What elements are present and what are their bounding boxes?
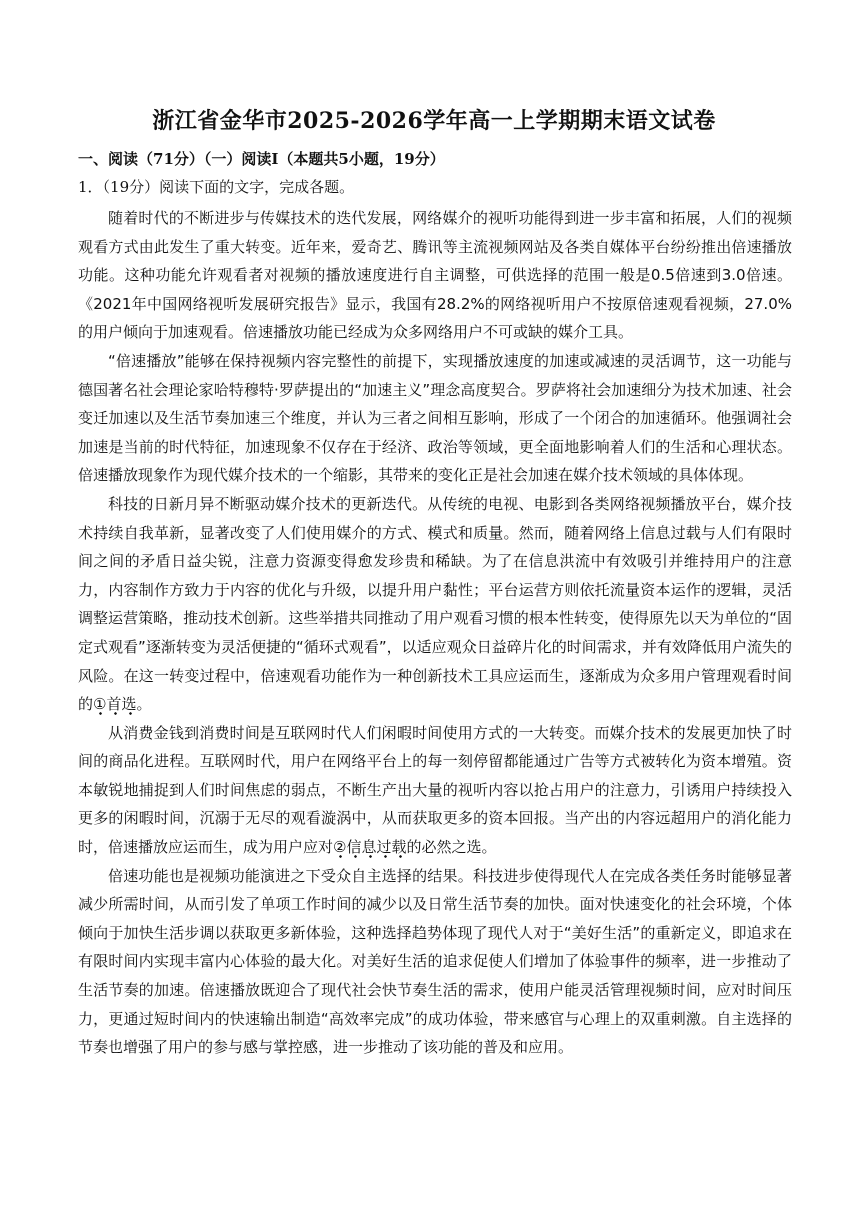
question-intro: 1．（19分）阅读下面的文字，完成各题。 — [78, 178, 355, 196]
section-heading: 一、阅读（71分）（一）阅读Ⅰ（本题共5小题，19分） — [78, 150, 445, 168]
paragraph-3-text: 科技的日新月异不断驱动媒介技术的更新迭代。从传统的电视、电影到各类网络视频播放平台，媒介技术持续自我革新，显著改变了人们使用媒介的方式、模式和质量。然而，随着网络上信息过载与人们有限时间之间的矛盾日益尖锐，注意力资源变得愈发珍贵和稀缺。为了在信息洪流中有效吸引并维持用户的注意力，内容制作方致力于内容的优化与升级，以提升用户黏性；平台运营方则依托流量资本运作的逻辑，灵活调整运营策略，推动技术创新。这些举措共同推动了用户观看习惯的根本性转变，使得原先以天为单位的“固定式观看”逐渐转变为灵活便捷的“循环式观看”，以适应观众日益碎片化的时间需求，并有效降低用户流失的风险。在这一转变过程中，倍速观看功能作为一种创新技术工具应运而生，逐渐成为众多用户管理观看时间的 — [78, 494, 792, 714]
marked-term-1: ①首选 — [93, 695, 136, 716]
paragraph-3-end: 。 — [136, 695, 152, 714]
paragraph-2: “倍速播放”能够在保持视频内容完整性的前提下，实现播放速度的加速或减速的灵活调节，这一功能与德国著名社会理论家哈特穆特·罗萨提出的“加速主义”理念高度契合。罗萨将社会加速细分为技术加速、社会变迁加速以及生活节奏加速三个维度，并认为三者之间相互影响，形成了一个闭合的加速循环。他强调社会加速是当前的时代特征，加速现象不仅存在于经济、政治等领域，更全面地影响着人们的生活和心理状态。倍速播放现象作为现代媒介技术的一个缩影，其带来的变化正是社会加速在媒介技术领域的具体体现。 — [78, 351, 792, 485]
marked-term-2: ②信息过载 — [333, 838, 406, 859]
paragraph-3 — [78, 490, 792, 719]
exam-title: 浙江省金华市2025-2026学年高一上学期期末语文试卷 — [152, 108, 716, 134]
paragraph-1: 随着时代的不断进步与传媒技术的迭代发展，网络媒介的视听功能得到进一步丰富和拓展，人们的视频观看方式由此发生了重大转变。近年来，爱奇艺、腾讯等主流视频网站及各类自媒体平台纷纷推出倍速播放功能。这种功能允许观看者对视频的播放速度进行自主调整，可供选择的范围一般是0.5倍速到3.0倍速。《2021年中国网络视听发展研究报告》显示，我国有28.2%的网络视听用户不按原倍速观看视频，27.0%的用户倾向于加速观看。倍速播放功能已经成为众多网络用户不可或缺的媒介工具。 — [78, 209, 792, 342]
paragraph-4-text: 从消费金钱到消费时间是互联网时代人们闲暇时间使用方式的一大转变。而媒介技术的发展更加快了时间的商品化进程。互联网时代，用户在网络平台上的每一刻停留都能通过广告等方式被转化为资本增殖。资本敏锐地捕捉到人们时间焦虑的弱点，不断生产出大量的视听内容以抢占用户的注意力，引诱用户持续投入更多的闲暇时间，沉溺于无尽的观看漩涡中，从而获取更多的资本回报。当产出的内容远超用户的消化能力时，倍速播放应运而生，成为用户应对 — [78, 723, 792, 857]
paragraph-4-end: 的必然之选。 — [406, 838, 497, 857]
paragraph-4 — [78, 719, 792, 862]
reading-passage — [78, 204, 792, 1062]
paragraph-5: 倍速功能也是视频功能演进之下受众自主选择的结果。科技进步使得现代人在完成各类任务时能够显著减少所需时间，从而引发了单项工作时间的减少以及日常生活节奏的加快。面对快速变化的社会环境，个体倾向于加快生活步调以获取更多新体验，这种选择趋势体现了现代人对于“美好生活”的重新定义，即追求在有限时间内实现丰富内心体验的最大化。对美好生活的追求促使人们增加了体验事件的频率，进一步推动了生活节奏的加速。倍速播放既迎合了现代社会快节奏生活的需求，使用户能灵活管理视频时间，应对时间压力，更通过短时间内的快速输出制造“高效率完成”的成功体验，带来感官与心理上的双重刺激。自主选择的节奏也增强了用户的参与感与掌控感，进一步推动了该功能的普及和应用。 — [78, 866, 793, 1057]
